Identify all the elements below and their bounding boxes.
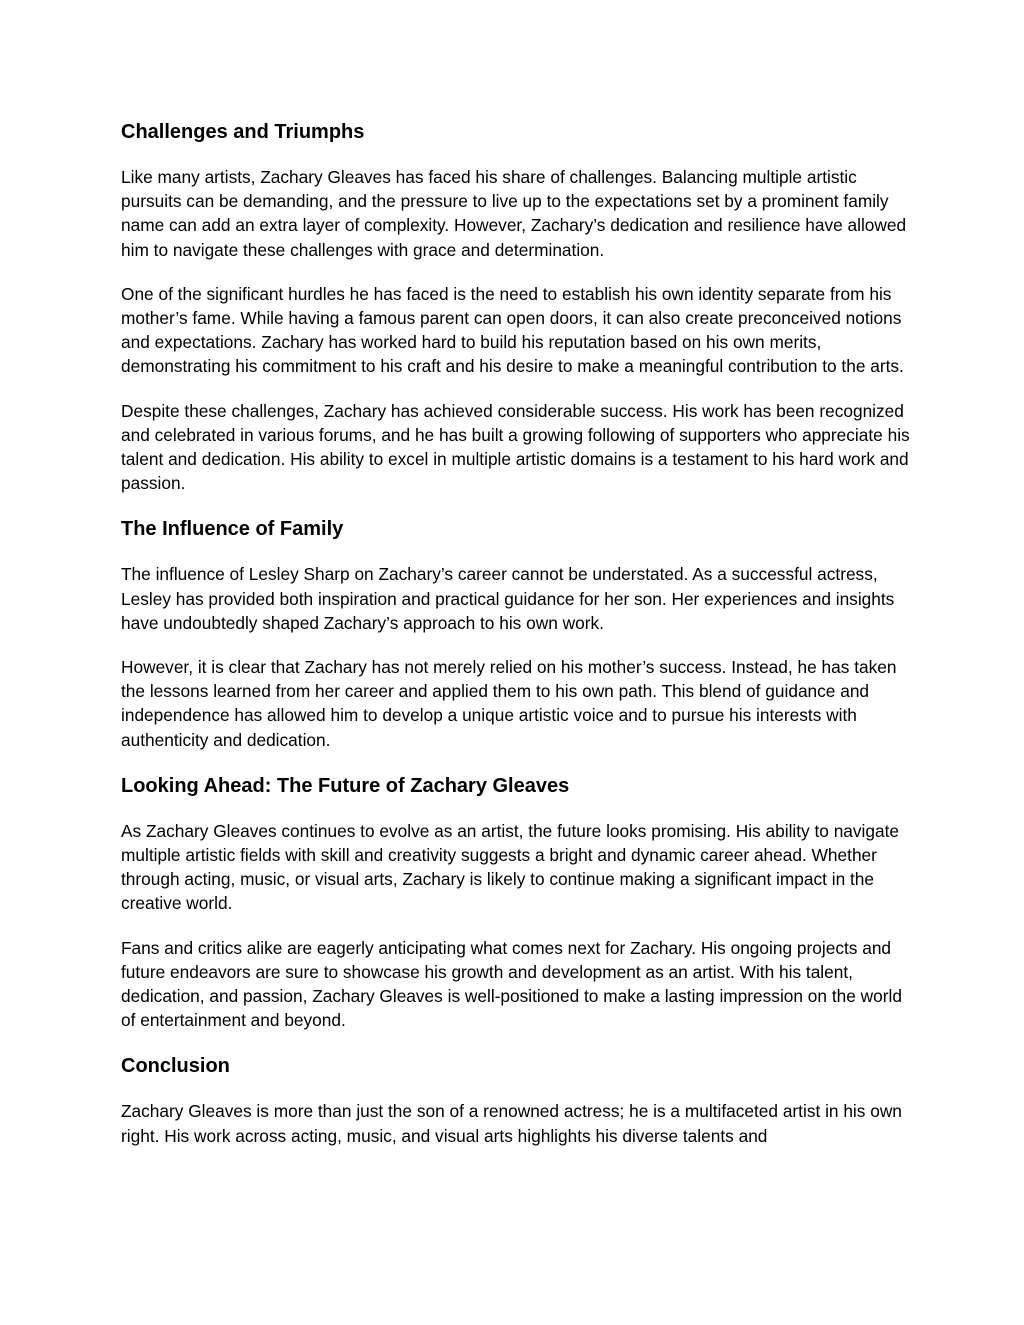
paragraph: Despite these challenges, Zachary has achieved considerable success. His work has been recognized and celebrated in various forums, and he has built a growing following of supporters who appreciate his talent and dedication. His ability to excel in multiple artistic domains is a testament to his hard work and passion.: [121, 400, 910, 494]
paragraph: Zachary Gleaves is more than just the son of a renowned actress; he is a multifaceted artist in his own right. His work across acting, music, and visual arts highlights his diverse talents and: [121, 1101, 902, 1146]
section-challenges-and-triumphs: [121, 118, 911, 495]
paragraph: One of the significant hurdles he has faced is the need to establish his own identity separate from his mother’s fame. While having a famous parent can open doors, it can also create preconceived notions and expectations. Zachary has worked hard to build his reputation based on his own merits, demonstrating his commitment to his craft and his desire to make a meaningful contribution to the arts.: [121, 283, 904, 377]
section-heading: The Influence of Family: [121, 518, 344, 541]
section-heading: Looking Ahead: The Future of Zachary Gleaves: [121, 774, 570, 797]
paragraph: The influence of Lesley Sharp on Zachary’s career cannot be understated. As a successful actress, Lesley has provided both inspiration and practical guidance for her son. Her experiences and insights have undoubtedly shaped Zachary’s approach to his own work.: [121, 564, 895, 633]
section-looking-ahead: [121, 772, 911, 1033]
paragraph: As Zachary Gleaves continues to evolve as an artist, the future looks promising. His ability to navigate multiple artistic fields with skill and creativity suggests a bright and dynamic career ahead. Whether through acting, music, or visual arts, Zachary is likely to continue making a significant impact in the creative world.: [121, 820, 900, 914]
section-heading: Challenges and Triumphs: [121, 121, 365, 143]
section-conclusion: [121, 1052, 911, 1147]
document-page: [121, 118, 911, 1168]
paragraph: However, it is clear that Zachary has not merely relied on his mother’s success. Instead, he has taken the lessons learned from her career and applied them to his own path. This blend of guidance and independence has allowed him to develop a unique artistic voice and to pursue his interests with authenticity and dedication.: [121, 657, 897, 750]
section-influence-of-family: [121, 515, 911, 751]
section-heading: Conclusion: [121, 1055, 230, 1078]
paragraph: Fans and critics alike are eagerly anticipating what comes next for Zachary. His ongoing projects and future endeavors are sure to showcase his growth and development as an artist. With his talent, dedication, and passion, Zachary Gleaves is well-positioned to make a lasting impression on the world of entertainment and beyond.: [121, 937, 902, 1031]
paragraph: Like many artists, Zachary Gleaves has faced his share of challenges. Balancing multiple artistic pursuits can be demanding, and the pressure to live up to the expectations set by a prominent family name can add an extra layer of complexity. However, Zachary’s dedication and resilience have allowed him to navigate these challenges with grace and determination.: [121, 167, 907, 260]
